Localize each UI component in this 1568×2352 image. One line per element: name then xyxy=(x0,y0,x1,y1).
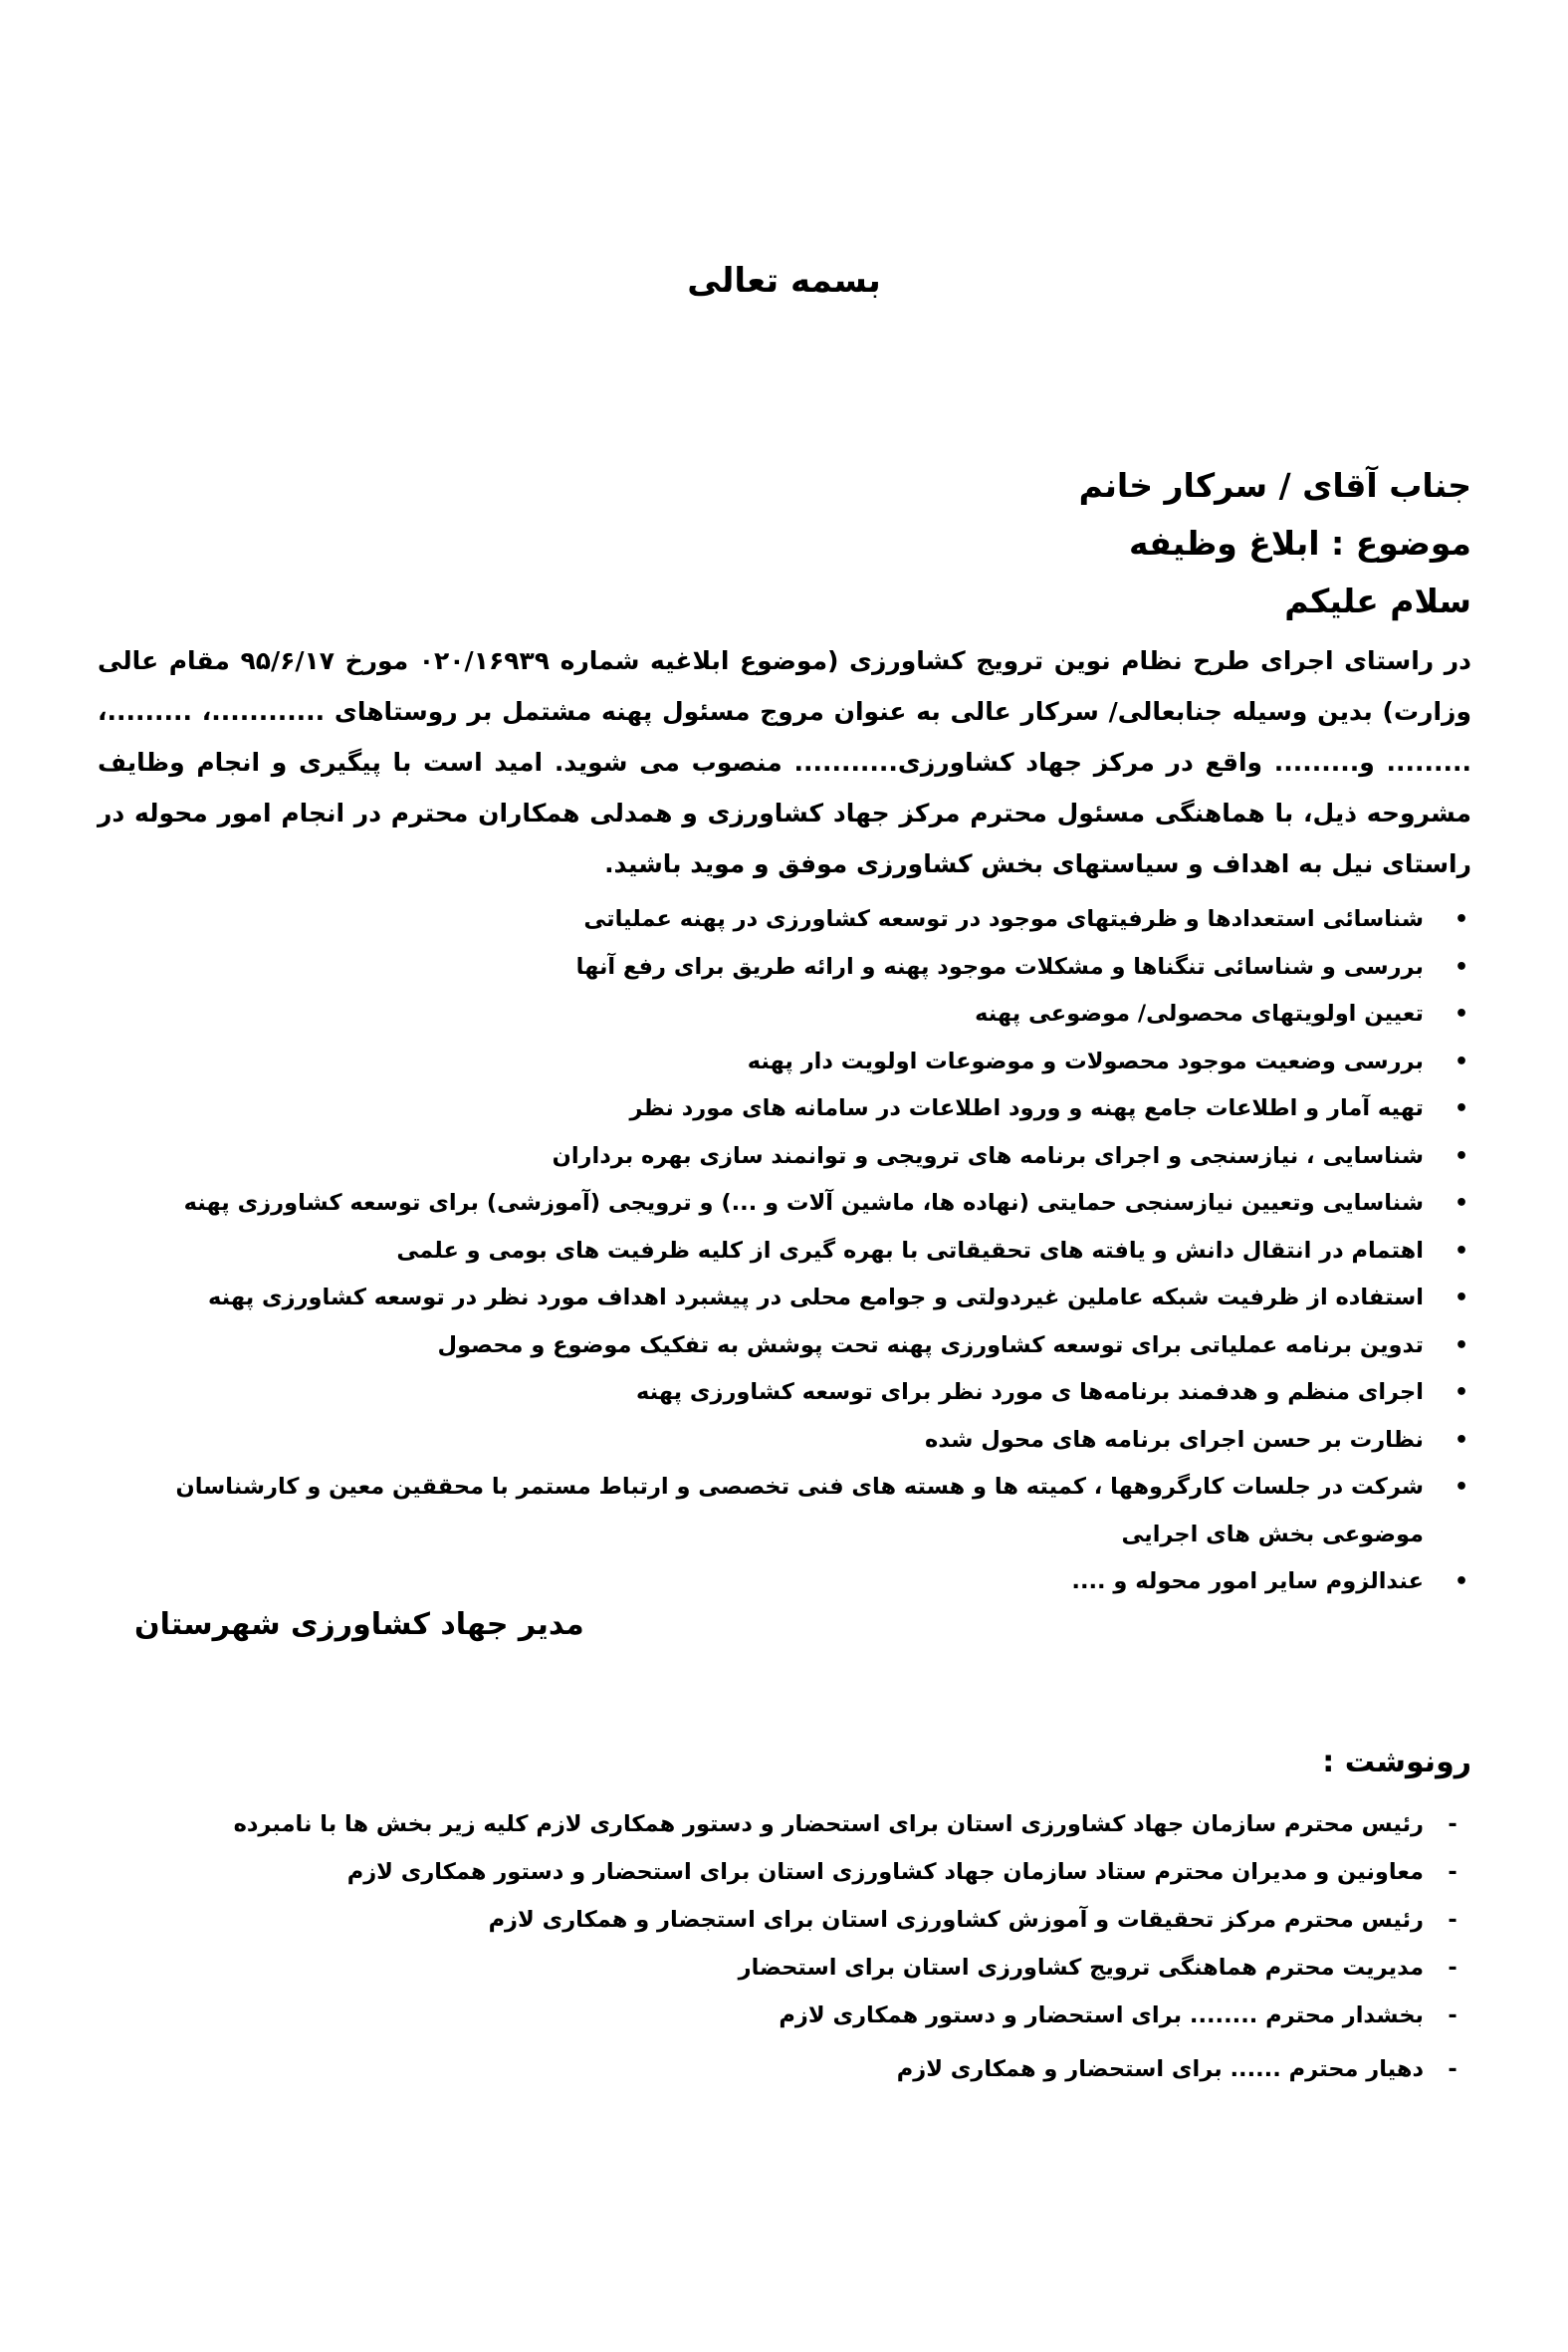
duty-item xyxy=(157,1558,1471,1606)
cc-text: بخشدار محترم ........ برای استحضار و دستور همکاری لازم xyxy=(779,2002,1424,2028)
bullet-icon: • xyxy=(1454,1238,1469,1264)
cc-text: مدیریت محترم هماهنگی ترویج کشاورزی استان برای استحضار xyxy=(738,1955,1424,1981)
bullet-icon: • xyxy=(1454,1569,1469,1594)
duty-text: تعیین اولویتهای محصولی/ موضوعی پهنه xyxy=(975,1001,1424,1027)
duty-item xyxy=(157,1180,1471,1228)
cc-item xyxy=(147,1896,1471,1944)
bullet-icon: • xyxy=(1454,1143,1469,1169)
cc-text: رئیس محترم مرکز تحقیقات و آموزش کشاورزی استان برای استجضار و همکاری لازم xyxy=(488,1907,1424,1933)
duty-item xyxy=(157,1133,1471,1181)
duties-list xyxy=(157,896,1471,1606)
bullet-icon: • xyxy=(1454,1475,1469,1500)
dash-icon: - xyxy=(1448,2056,1457,2082)
bullet-icon: • xyxy=(1454,954,1469,980)
duty-text: بررسی وضعیت موجود محصولات و موضوعات اولویت دار پهنه xyxy=(747,1048,1424,1074)
bullet-icon: • xyxy=(1454,1002,1469,1027)
cc-text: دهیار محترم ...... برای استحضار و همکاری لازم xyxy=(896,2056,1424,2082)
bullet-icon: • xyxy=(1454,1286,1469,1310)
cc-item xyxy=(147,1800,1471,1848)
duty-item xyxy=(157,1085,1471,1133)
greeting-line: سلام علیکم xyxy=(1284,582,1471,620)
duty-text: شرکت در جلسات کارگروهها ، کمیته ها و هسته های فنی تخصصی و ارتباط مستمر با محققین معین و کارشناسان xyxy=(175,1474,1424,1500)
cc-list xyxy=(147,1800,1471,2093)
dash-icon: - xyxy=(1448,1955,1457,1981)
body-paragraph xyxy=(98,635,1471,889)
duty-text: تدوین برنامه عملیاتی برای توسعه کشاورزی پهنه تحت پوشش به تفکیک موضوع و محصول xyxy=(437,1331,1424,1358)
duty-text: اجرای منظم و هدفمند برنامه‌ها ی مورد نظر برای توسعه کشاورزی پهنه xyxy=(635,1379,1424,1405)
duty-item xyxy=(157,896,1471,944)
bullet-icon: • xyxy=(1454,1427,1469,1453)
cc-text: رئیس محترم سازمان جهاد کشاورزی استان برای استحضار و دستور همکاری لازم کلیه زیر بخش ها با نامبرده xyxy=(233,1811,1424,1837)
duty-item xyxy=(157,1417,1471,1465)
duty-text: نظارت بر حسن اجرای برنامه های محول شده xyxy=(924,1426,1424,1453)
body-line: ......... و......... واقع در مرکز جهاد کشاورزی........... منصوب می شوید. امید است با پیگیری و انجام وظایف xyxy=(98,748,1471,777)
cc-item xyxy=(147,1848,1471,1896)
duty-item xyxy=(157,1039,1471,1086)
dash-icon: - xyxy=(1448,1811,1457,1837)
bullet-icon: • xyxy=(1454,1332,1469,1358)
duty-text: استفاده از ظرفیت شبکه عاملین غیردولتی و جوامع محلی در پیشبرد اهداف مورد نظر در توسعه کشاورزی پهنه xyxy=(208,1285,1424,1310)
duty-text-continuation: موضوعی بخش های اجرایی xyxy=(1121,1521,1424,1547)
duty-item xyxy=(157,991,1471,1039)
dash-icon: - xyxy=(1448,1907,1457,1933)
duty-item xyxy=(157,1228,1471,1276)
body-line: وزارت) بدین وسیله جنابعالی/ سرکار عالی به عنوان مروج مسئول پهنه مشتمل بر روستاهای ............، .........، xyxy=(98,697,1471,726)
recipient-line: جناب آقای / سرکار خانم xyxy=(1078,466,1471,505)
dash-icon: - xyxy=(1448,1859,1457,1885)
duty-text: شناسائی استعدادها و ظرفیتهای موجود در توسعه کشاورزی در پهنه عملیاتی xyxy=(583,906,1424,932)
cc-item xyxy=(147,1992,1471,2039)
duty-text: بررسی و شناسائی تنگناها و مشکلات موجود پهنه و ارائه طریق برای رفع آنها xyxy=(575,953,1424,980)
dash-icon: - xyxy=(1448,2002,1457,2028)
duty-text: شناسایی وتعیین نیازسنجی حمایتی (نهاده ها، ماشین آلات و ...) و ترویجی (آموزشی) برای توسعه کشاورزی پهنه xyxy=(183,1190,1424,1216)
cc-item xyxy=(147,2045,1471,2093)
body-line: در راستای اجرای طرح نظام نوین ترویج کشاورزی (موضوع ابلاغیه شماره ۰۲۰/۱۶۹۳۹ مورخ ۹۵/۶/۱۷ مقام عالی xyxy=(98,646,1471,675)
cc-heading: رونوشت : xyxy=(1322,1745,1471,1779)
duty-item xyxy=(157,1369,1471,1417)
bullet-icon: • xyxy=(1454,1049,1469,1074)
duty-item xyxy=(157,1464,1471,1558)
bullet-icon: • xyxy=(1454,907,1469,932)
duty-item xyxy=(157,1322,1471,1370)
duty-text: شناسایی ، نیازسنجی و اجرای برنامه های ترویجی و توانمند سازی بهره برداران xyxy=(552,1142,1424,1169)
duty-text: تهیه آمار و اطلاعات جامع پهنه و ورود اطلاعات در سامانه های مورد نظر xyxy=(629,1095,1424,1121)
duty-item xyxy=(157,944,1471,992)
duty-item xyxy=(157,1275,1471,1322)
duty-text: عندالزوم سایر امور محوله و .... xyxy=(1071,1568,1424,1594)
signature-title: مدیر جهاد کشاورزی شهرستان xyxy=(134,1607,584,1642)
cc-item xyxy=(147,1944,1471,1992)
bullet-icon: • xyxy=(1454,1191,1469,1216)
duty-text: اهتمام در انتقال دانش و یافته های تحقیقاتی با بهره گیری از کلیه ظرفیت های بومی و علمی xyxy=(396,1237,1424,1264)
bullet-icon: • xyxy=(1454,1380,1469,1405)
body-line: مشروحه ذیل، با هماهنگی مسئول محترم مرکز جهاد کشاورزی و همدلی همکاران محترم در انجام امور محوله در xyxy=(98,799,1471,827)
body-line: راستای نیل به اهداف و سیاستهای بخش کشاورزی موفق و موید باشید. xyxy=(604,849,1471,878)
cc-text: معاونین و مدیران محترم ستاد سازمان جهاد کشاورزی استان برای استحضار و دستور همکاری لازم xyxy=(346,1859,1424,1885)
bullet-icon: • xyxy=(1454,1096,1469,1121)
subject-line: موضوع : ابلاغ وظیفه xyxy=(1128,524,1471,563)
invocation-heading: بسمه تعالی xyxy=(687,261,881,301)
